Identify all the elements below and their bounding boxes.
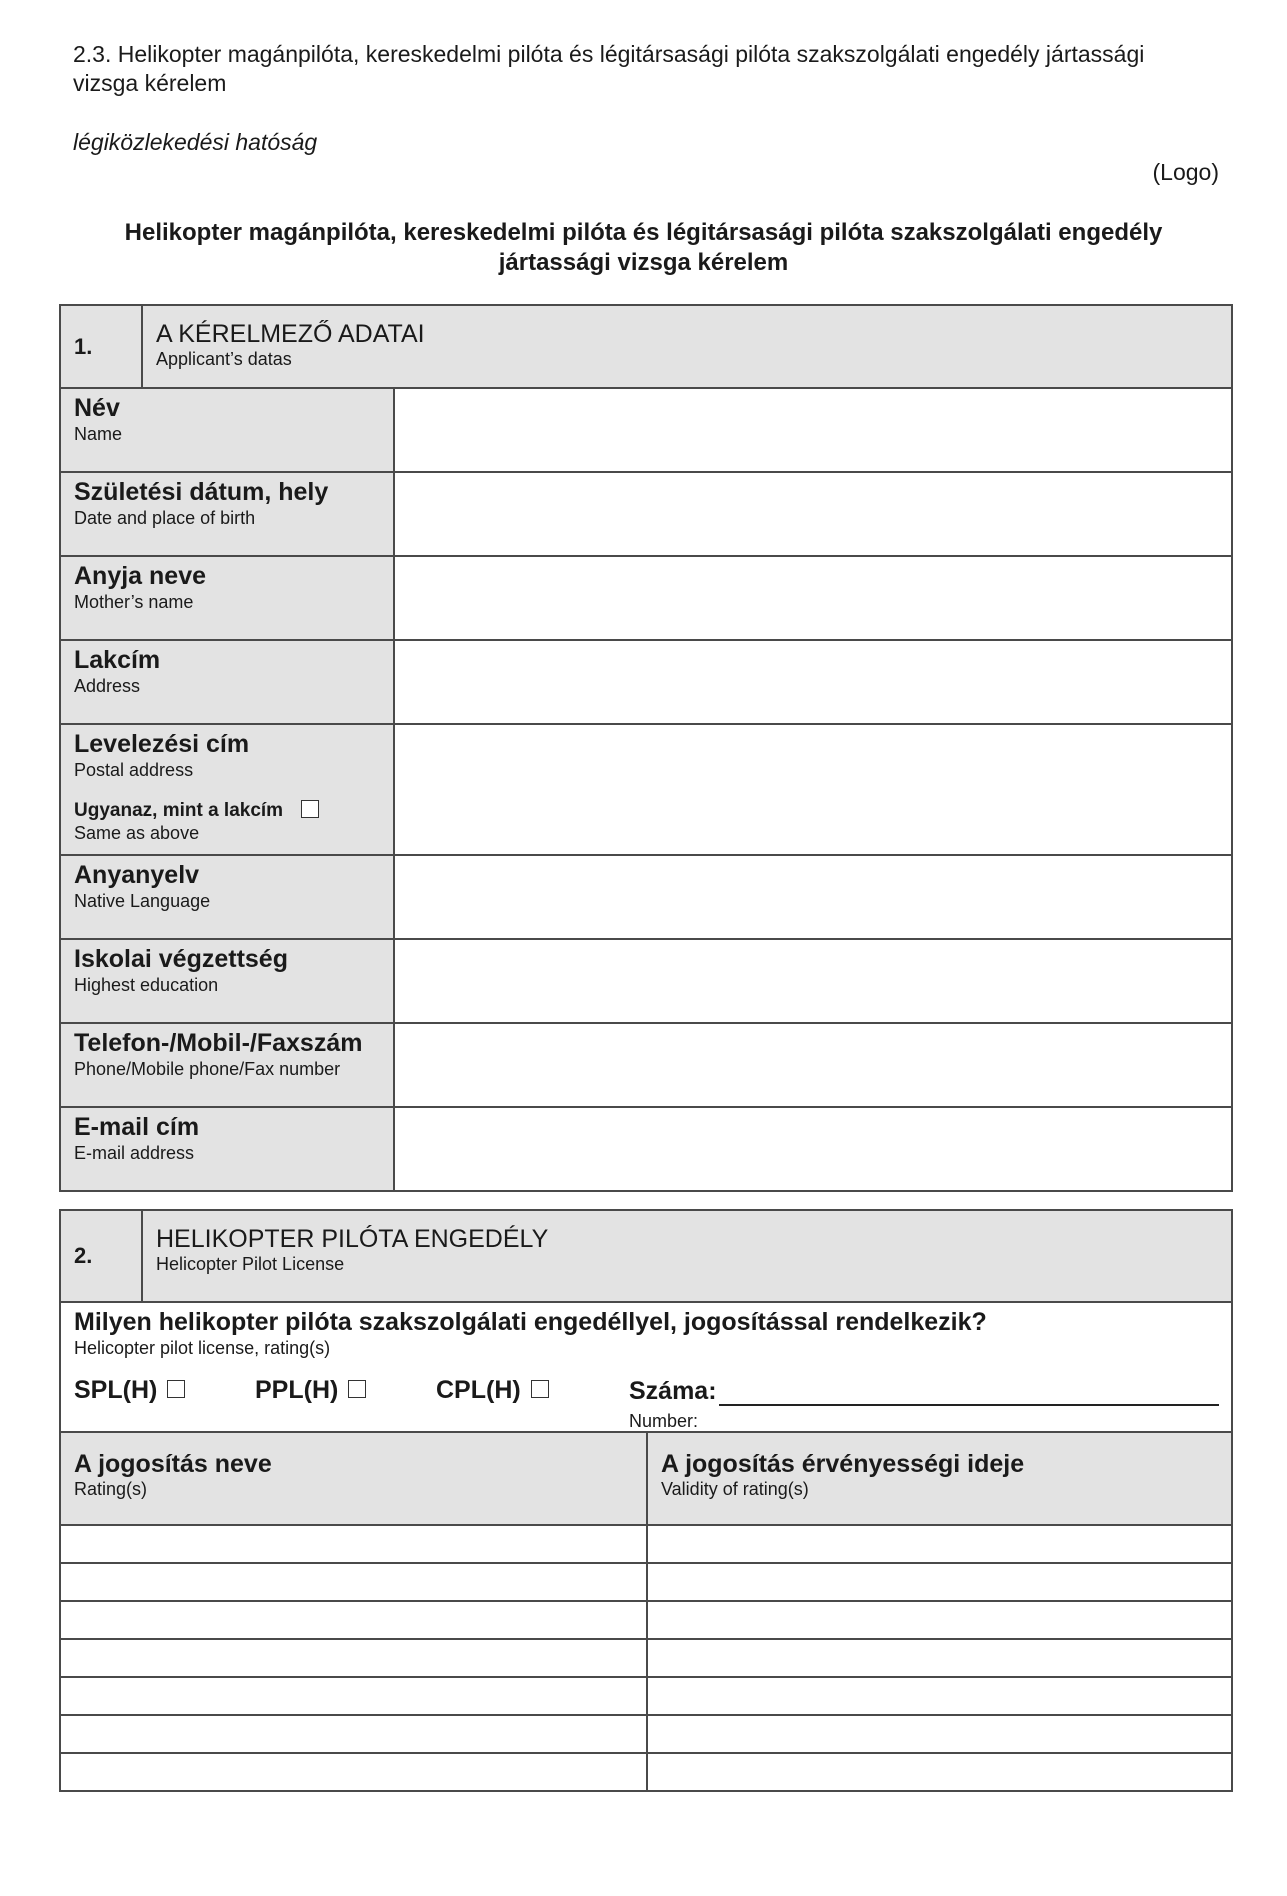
license-question (60, 1302, 1232, 1432)
email-field[interactable] (394, 1107, 1232, 1191)
field-label (60, 388, 394, 472)
license-options (74, 1376, 1231, 1431)
field-label-hu: Lakcím (74, 646, 161, 674)
rating-name-input[interactable] (61, 1678, 646, 1701)
field-row-email (60, 1107, 1232, 1191)
education-input[interactable] (395, 940, 1231, 963)
section-1-header (60, 305, 1232, 388)
license-option-spl[interactable] (74, 1376, 185, 1405)
rating-validity-cell[interactable] (647, 1639, 1232, 1677)
spl-checkbox[interactable] (167, 1380, 185, 1398)
license-number-label: Száma: (629, 1377, 717, 1405)
field-label-en: Name (74, 424, 123, 444)
rating-name-cell[interactable] (60, 1601, 647, 1639)
license-option-label: SPL(H) (74, 1376, 158, 1404)
field-label-hu: Telefon-/Mobil-/Faxszám (74, 1029, 363, 1057)
ppl-checkbox[interactable] (348, 1380, 366, 1398)
same-as-above-option[interactable] (74, 800, 393, 822)
field-label-hu: E-mail cím (74, 1113, 200, 1141)
field-row-mother (60, 556, 1232, 640)
same-as-above-label-en: Same as above (74, 823, 200, 843)
field-label (60, 1023, 394, 1107)
rating-validity-cell[interactable] (647, 1677, 1232, 1715)
field-row-address (60, 640, 1232, 724)
email-input[interactable] (395, 1108, 1231, 1131)
field-label-hu: Név (74, 394, 120, 422)
address-field[interactable] (394, 640, 1232, 724)
applicant-section (59, 304, 1233, 1192)
license-option-cpl[interactable] (436, 1376, 549, 1405)
same-as-above-checkbox[interactable] (301, 800, 319, 818)
education-field[interactable] (394, 939, 1232, 1023)
section-title (142, 305, 1232, 388)
cpl-checkbox[interactable] (531, 1380, 549, 1398)
section-title-hu: A KÉRELMEZŐ ADATAI (156, 320, 425, 348)
field-label (60, 640, 394, 724)
field-label (60, 1107, 394, 1191)
phone-field[interactable] (394, 1023, 1232, 1107)
field-label-hu: Születési dátum, hely (74, 478, 329, 506)
rating-row (60, 1715, 1232, 1753)
rating-row (60, 1753, 1232, 1791)
rating-validity-input[interactable] (648, 1716, 1231, 1739)
section-2-header (60, 1210, 1232, 1302)
license-number-field[interactable] (719, 1380, 1219, 1406)
section-title-en: Helicopter Pilot License (156, 1254, 345, 1274)
field-label-en: Address (74, 676, 141, 696)
field-row-education (60, 939, 1232, 1023)
field-label-en: Mother’s name (74, 592, 194, 612)
license-number-label-en: Number: (629, 1411, 699, 1431)
field-label-hu: Anyja neve (74, 562, 207, 590)
rating-name-input[interactable] (61, 1564, 646, 1587)
license-question-row (60, 1302, 1232, 1432)
rating-name-cell[interactable] (60, 1563, 647, 1601)
address-input[interactable] (395, 641, 1231, 664)
rating-validity-header (647, 1432, 1232, 1525)
rating-validity-input[interactable] (648, 1678, 1231, 1701)
rating-name-header (60, 1432, 647, 1525)
field-label-en: Highest education (74, 975, 219, 995)
rating-name-input[interactable] (61, 1640, 646, 1663)
rating-row (60, 1677, 1232, 1715)
field-label-en: E-mail address (74, 1143, 195, 1163)
form-title (100, 218, 1187, 278)
rating-name-input[interactable] (61, 1754, 646, 1777)
field-row-phone (60, 1023, 1232, 1107)
section-title-hu: HELIKOPTER PILÓTA ENGEDÉLY (156, 1225, 549, 1253)
rating-name-header-hu: A jogosítás neve (74, 1450, 272, 1478)
field-row-language (60, 855, 1232, 939)
native-language-field[interactable] (394, 855, 1232, 939)
rating-row (60, 1525, 1232, 1563)
rating-name-input[interactable] (61, 1602, 646, 1625)
license-number (629, 1376, 1219, 1406)
form-title-line-1: Helikopter magánpilóta, kereskedelmi pilóta és légitársasági pilóta szakszolgálati engedély (124, 219, 1163, 246)
section-title-en: Applicant’s datas (156, 349, 292, 369)
logo-placeholder: (Logo) (1152, 159, 1219, 185)
form-title-line-2: jártassági vizsga kérelem (498, 249, 789, 276)
field-label (60, 472, 394, 556)
same-as-above-label: Ugyanaz, mint a lakcím (74, 800, 284, 821)
field-row-postal (60, 724, 1232, 855)
field-label (60, 939, 394, 1023)
rating-name-cell[interactable] (60, 1715, 647, 1753)
postal-address-field[interactable] (394, 724, 1232, 855)
rating-validity-input[interactable] (648, 1602, 1231, 1625)
rating-validity-cell[interactable] (647, 1715, 1232, 1753)
field-label-hu: Anyanyelv (74, 861, 200, 889)
section-number: 2. (60, 1210, 142, 1302)
rating-name-input[interactable] (61, 1716, 646, 1739)
rating-name-input[interactable] (61, 1526, 646, 1549)
license-question-hu: Milyen helikopter pilóta szakszolgálati engedéllyel, jogosítással rendelkezik? (74, 1308, 987, 1336)
postal-address-input[interactable] (395, 725, 1231, 748)
mother-name-input[interactable] (395, 557, 1231, 580)
rating-validity-input[interactable] (648, 1754, 1231, 1777)
rating-validity-cell[interactable] (647, 1601, 1232, 1639)
rating-validity-header-en: Validity of rating(s) (661, 1479, 809, 1499)
rating-row (60, 1601, 1232, 1639)
phone-input[interactable] (395, 1024, 1231, 1047)
field-label-en: Native Language (74, 891, 211, 911)
field-row-birth (60, 472, 1232, 556)
field-label-en: Postal address (74, 760, 194, 780)
section-title (142, 1210, 1232, 1302)
rating-validity-cell[interactable] (647, 1753, 1232, 1791)
field-label-en: Date and place of birth (74, 508, 256, 528)
field-row-name (60, 388, 1232, 472)
rating-name-cell[interactable] (60, 1677, 647, 1715)
field-label (60, 724, 394, 855)
license-section (59, 1209, 1233, 1792)
document-heading-line-1: 2.3. Helikopter magánpilóta, kereskedelmi pilóta és légitársasági pilóta szakszolgálati engedély jártassági (73, 41, 1145, 67)
document-heading-line-2: vizsga kérelem (73, 70, 227, 96)
rating-validity-header-hu: A jogosítás érvényességi ideje (661, 1450, 1025, 1478)
license-question-en: Helicopter pilot license, rating(s) (74, 1338, 331, 1358)
ratings-header-row (60, 1432, 1232, 1525)
mother-name-field[interactable] (394, 556, 1232, 640)
name-input[interactable] (395, 389, 1231, 412)
field-label-en: Phone/Mobile phone/Fax number (74, 1059, 341, 1079)
birth-input[interactable] (395, 473, 1231, 496)
rating-validity-input[interactable] (648, 1564, 1231, 1587)
rating-row (60, 1563, 1232, 1601)
authority-label: légiközlekedési hatóság (73, 129, 318, 155)
rating-validity-input[interactable] (648, 1640, 1231, 1663)
rating-name-cell[interactable] (60, 1753, 647, 1791)
rating-validity-cell[interactable] (647, 1525, 1232, 1563)
section-number: 1. (60, 305, 142, 388)
rating-row (60, 1639, 1232, 1677)
license-option-label: CPL(H) (436, 1376, 521, 1404)
rating-validity-cell[interactable] (647, 1563, 1232, 1601)
birth-field[interactable] (394, 472, 1232, 556)
field-label-hu: Levelezési cím (74, 730, 250, 758)
rating-name-cell[interactable] (60, 1525, 647, 1563)
rating-validity-input[interactable] (648, 1526, 1231, 1549)
native-language-input[interactable] (395, 856, 1231, 879)
field-label (60, 556, 394, 640)
field-label (60, 855, 394, 939)
name-field[interactable] (394, 388, 1232, 472)
field-label-hu: Iskolai végzettség (74, 945, 288, 973)
license-number-block (629, 1376, 1219, 1432)
rating-name-cell[interactable] (60, 1639, 647, 1677)
license-option-ppl[interactable] (255, 1376, 366, 1405)
rating-name-header-en: Rating(s) (74, 1479, 148, 1499)
license-option-label: PPL(H) (255, 1376, 339, 1404)
